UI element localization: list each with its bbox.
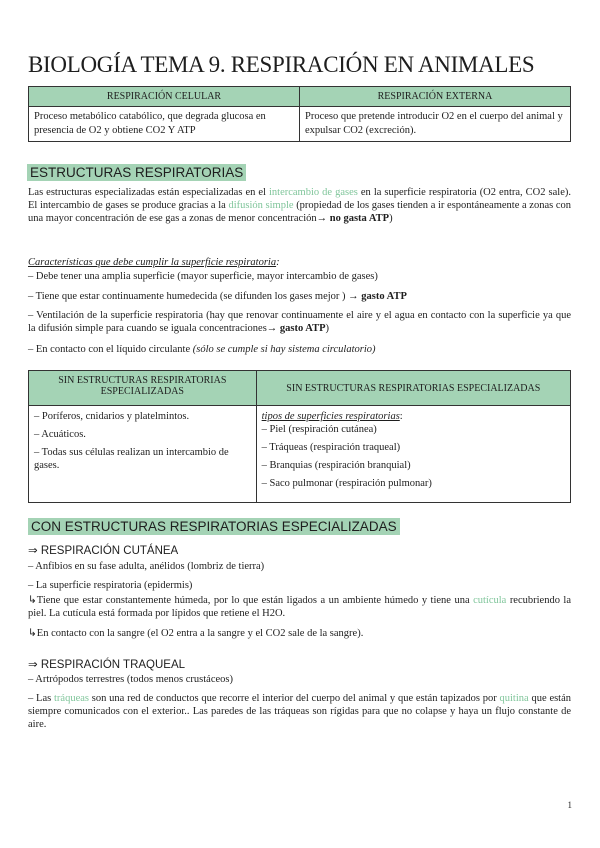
section-heading-structures: ESTRUCTURAS RESPIRATORIAS (27, 164, 246, 181)
text: que están siempre comunicados con el exterior.. Las paredes de las tráqueas son rígidas para que no colapse y haya un flujo constante de aire. (28, 693, 572, 730)
keyword-simple-diffusion: difusión simple (228, 200, 294, 211)
italic-note: (sólo se cumple si hay sistema circulatorio) (192, 344, 376, 355)
keyword-gas-exchange: intercambio de gases (269, 187, 358, 198)
text: : (276, 257, 280, 268)
cutaneous-item-2: – La superficie respiratoria (epidermis) (28, 580, 193, 591)
text: – Ventilación de la superficie respiratoria (hay que renovar continuamente el aire y el agua en contacto con la superficie ya que la difusión simple para cuando se iguala concentraciones→ (28, 310, 571, 334)
text: – Las (28, 693, 52, 704)
header-without-structures: SIN ESTRUCTURAS RESPIRATORIAS ESPECIALIZADAS (29, 371, 257, 406)
text: – En contacto con el líquido circulante (28, 344, 191, 355)
text: Las estructuras especializadas están especializadas en el (28, 187, 266, 198)
list-item: – Poríferos, cnidarios y platelmintos. (34, 411, 190, 422)
cell-with-structures (256, 406, 570, 503)
surface-types-heading (262, 410, 565, 423)
structures-comparison-table (28, 370, 571, 503)
subheading-tracheal: ⇒ RESPIRACIÓN TRAQUEAL (28, 659, 186, 671)
characteristic-1: – Debe tener una amplia superficie (mayor superficie, mayor intercambio de gases) (28, 271, 378, 282)
text: ) (325, 323, 330, 334)
text: : (399, 411, 403, 422)
text: en la superficie respiratoria (O2 entra, CO2 sale). El intercambio de gases se produce gracias a la (28, 187, 571, 211)
list-item: – Tráqueas (respiración traqueal) (261, 442, 401, 453)
header-with-structures: SIN ESTRUCTURAS RESPIRATORIAS ESPECIALIZADAS (256, 371, 570, 406)
keyword-cuticle: cutícula (473, 595, 507, 606)
tracheal-item-1: – Artrópodos terrestres (todos menos crustáceos) (28, 674, 233, 685)
respiration-types-table (28, 86, 571, 142)
bold-atp: gasto ATP (279, 323, 326, 334)
cell-external: Proceso que pretende introducir O2 en el cuerpo del animal y expulsar CO2 (excreción). (300, 107, 571, 142)
keyword-tracheas: tráqueas (54, 693, 89, 704)
list-item: – Saco pulmonar (respiración pulmonar) (261, 478, 432, 489)
page-title: BIOLOGÍA TEMA 9. RESPIRACIÓN EN ANIMALES (28, 52, 535, 77)
characteristic-3 (28, 309, 571, 335)
section-heading-specialized: CON ESTRUCTURAS RESPIRATORIAS ESPECIALIZADAS (28, 518, 400, 535)
keyword-chitin: quitina (499, 693, 529, 704)
cutaneous-item-4: ↳En contacto con la sangre (el O2 entra a la sangre y el CO2 sale de la sangre). (28, 628, 364, 639)
structures-paragraph (28, 186, 571, 225)
underlined-heading: Características que debe cumplir la superficie respiratoria (28, 257, 277, 268)
characteristics-heading (28, 256, 571, 269)
text: recubriendo la piel. La cutícula está formada por lípidos que retiene el H2O. (28, 595, 572, 619)
header-external: RESPIRACIÓN EXTERNA (300, 87, 571, 107)
subheading-cutaneous: ⇒ RESPIRACIÓN CUTÁNEA (28, 545, 179, 557)
text: – Tiene que estar continuamente humedecida (se difunden los gases mejor ) → (28, 291, 359, 302)
bold-atp: gasto ATP (361, 291, 407, 302)
list-item: – Branquias (respiración branquial) (261, 460, 411, 471)
cell-without-structures (29, 406, 257, 503)
characteristic-2 (28, 290, 571, 303)
tracheal-item-2 (28, 692, 571, 731)
text: ↳Tiene que estar constantemente húmeda, por lo que están ligados a un ambiente húmedo y tiene una (28, 595, 470, 606)
list-item: – Piel (respiración cutánea) (261, 424, 377, 435)
cutaneous-item-3 (28, 594, 571, 620)
text: ) (389, 213, 393, 224)
underlined-heading: tipos de superficies respiratorias (261, 411, 400, 422)
bold-no-atp: no gasta ATP (329, 213, 390, 224)
cutaneous-item-1: – Anfibios en su fase adulta, anélidos (lombriz de tierra) (28, 561, 265, 572)
text: (propiedad de los gases tienden a ir espontáneamente a zonas con una mayor concentración de ese gas a zonas de menor concentración→ (28, 200, 572, 224)
list-item: – Todas sus células realizan un intercambio de gases. (34, 447, 229, 471)
characteristic-4 (28, 343, 571, 356)
text: son una red de conductos que recorre el interior del cuerpo del animal y que están tapizados por (91, 693, 497, 704)
header-cellular: RESPIRACIÓN CELULAR (29, 87, 300, 107)
list-item: – Acuáticos. (34, 429, 86, 440)
page-number: 1 (567, 800, 572, 810)
cell-cellular: Proceso metabólico catabólico, que degrada glucosa en presencia de O2 y obtiene CO2 Y ATP (29, 107, 300, 142)
